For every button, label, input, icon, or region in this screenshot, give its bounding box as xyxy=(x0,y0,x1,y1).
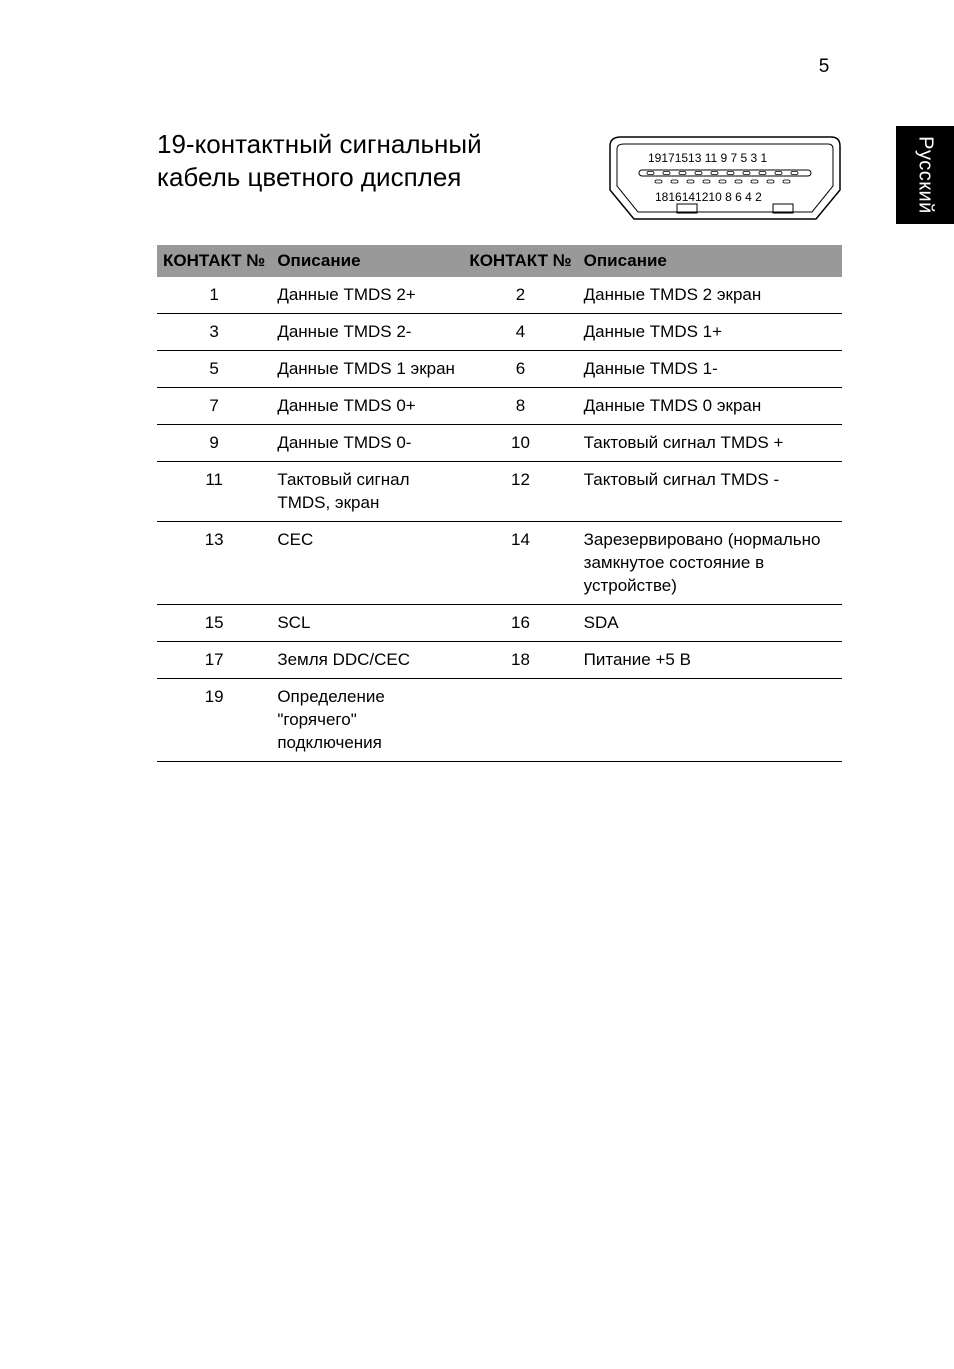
connector-pin xyxy=(663,172,670,175)
connector-pin xyxy=(647,172,654,175)
language-side-tab xyxy=(896,126,954,224)
connector-pin xyxy=(735,180,742,183)
pin-description-right: SDA xyxy=(578,605,842,642)
pin-description-right: Данные TMDS 1- xyxy=(578,351,842,388)
connector-bottom-pin-labels: 1816141210 8 6 4 2 xyxy=(655,190,762,204)
table-row xyxy=(157,522,842,605)
connector-pin xyxy=(759,172,766,175)
pin-number-right: 2 xyxy=(463,277,577,314)
connector-top-pin-labels: 19171513 11 9 7 5 3 1 xyxy=(648,151,768,165)
table-row xyxy=(157,277,842,314)
connector-pin xyxy=(671,180,678,183)
pin-description-right: Зарезервировано (нормально замкнутое состояние в устройстве) xyxy=(578,522,842,605)
pin-description-right: Питание +5 В xyxy=(578,642,842,679)
connector-pin xyxy=(727,172,734,175)
connector-pin xyxy=(695,172,702,175)
pin-number-right: 12 xyxy=(463,462,577,522)
connector-pin xyxy=(719,180,726,183)
pin-description-right: Тактовый сигнал TMDS + xyxy=(578,425,842,462)
language-tab-label: Русский xyxy=(914,136,937,214)
table-header-row xyxy=(157,245,842,277)
pin-number-right: 10 xyxy=(463,425,577,462)
pin-number-left: 5 xyxy=(157,351,271,388)
pin-number-right xyxy=(463,679,577,762)
page-title xyxy=(157,128,577,194)
table-row xyxy=(157,314,842,351)
connector-pin xyxy=(703,180,710,183)
connector-pin xyxy=(655,180,662,183)
header-description-1: Описание xyxy=(271,245,463,277)
pin-description-left: Данные TMDS 0- xyxy=(271,425,463,462)
title-line-1: 19-контактный сигнальный xyxy=(157,129,482,159)
table-row xyxy=(157,351,842,388)
pin-number-right: 4 xyxy=(463,314,577,351)
pin-number-right: 16 xyxy=(463,605,577,642)
connector-outer-shell xyxy=(610,137,840,219)
pin-description-right: Данные TMDS 2 экран xyxy=(578,277,842,314)
connector-pin xyxy=(711,172,718,175)
header-pin-number-2: КОНТАКТ № xyxy=(463,245,577,277)
connector-pin xyxy=(751,180,758,183)
connector-pin xyxy=(791,172,798,175)
pin-assignment-table xyxy=(157,245,842,762)
page-number: 5 xyxy=(818,56,830,77)
pin-number-left: 3 xyxy=(157,314,271,351)
pin-number-left: 11 xyxy=(157,462,271,522)
pin-description-left: Определение "горячего" подключения xyxy=(271,679,463,762)
table-row xyxy=(157,605,842,642)
pin-number-left: 7 xyxy=(157,388,271,425)
connector-pin xyxy=(679,172,686,175)
pin-description-left: Данные TMDS 1 экран xyxy=(271,351,463,388)
table-row xyxy=(157,679,842,762)
connector-top-pins xyxy=(647,172,798,175)
connector-pin xyxy=(767,180,774,183)
pin-description-left: SCL xyxy=(271,605,463,642)
pin-description-left: Данные TMDS 2- xyxy=(271,314,463,351)
pin-description-right: Тактовый сигнал TMDS - xyxy=(578,462,842,522)
connector-pin xyxy=(783,180,790,183)
pin-number-left: 17 xyxy=(157,642,271,679)
pin-description-left: Земля DDC/CEC xyxy=(271,642,463,679)
pin-number-right: 6 xyxy=(463,351,577,388)
pin-description-right xyxy=(578,679,842,762)
hdmi-connector-diagram xyxy=(607,134,843,224)
pin-number-right: 14 xyxy=(463,522,577,605)
pin-description-left: CEC xyxy=(271,522,463,605)
pin-number-left: 1 xyxy=(157,277,271,314)
table-row xyxy=(157,642,842,679)
header-description-2: Описание xyxy=(578,245,842,277)
connector-pin-slot xyxy=(639,170,811,176)
pin-description-left: Тактовый сигнал TMDS, экран xyxy=(271,462,463,522)
table-row xyxy=(157,425,842,462)
pin-number-left: 9 xyxy=(157,425,271,462)
pin-description-left: Данные TMDS 2+ xyxy=(271,277,463,314)
connector-pin xyxy=(775,172,782,175)
header-pin-number-1: КОНТАКТ № xyxy=(157,245,271,277)
pin-number-right: 18 xyxy=(463,642,577,679)
pin-number-left: 15 xyxy=(157,605,271,642)
pin-number-right: 8 xyxy=(463,388,577,425)
pin-description-right: Данные TMDS 0 экран xyxy=(578,388,842,425)
pin-number-left: 13 xyxy=(157,522,271,605)
pin-description-left: Данные TMDS 0+ xyxy=(271,388,463,425)
connector-bottom-pins xyxy=(655,180,790,183)
pin-number-left: 19 xyxy=(157,679,271,762)
connector-pin xyxy=(743,172,750,175)
pin-description-right: Данные TMDS 1+ xyxy=(578,314,842,351)
connector-pin xyxy=(687,180,694,183)
table-row xyxy=(157,388,842,425)
table-row xyxy=(157,462,842,522)
title-line-2: кабель цветного дисплея xyxy=(157,162,462,192)
